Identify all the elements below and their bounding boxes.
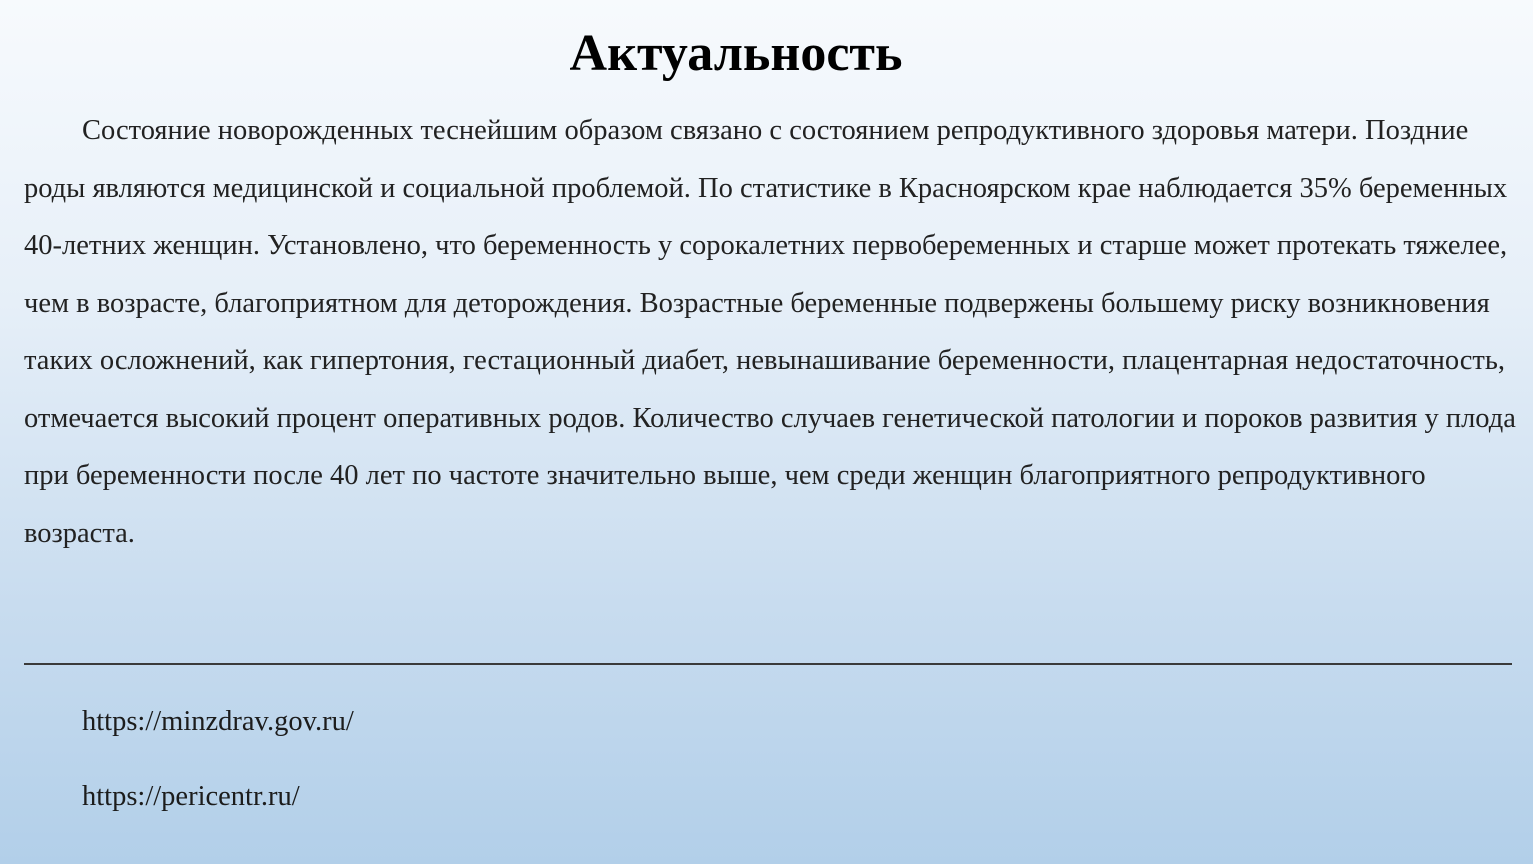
- slide-title: Актуальность: [569, 25, 903, 82]
- source-link-pericentr[interactable]: https://pericentr.ru/: [82, 781, 300, 812]
- main-paragraph: Состояние новорожденных теснейшим образом связано с состоянием репродуктивного здоровья матери. Поздние роды являются медицинской и социальной проблемой. По статистике в Красноярском крае наблюдается 35% беременных 40-летних женщин. Установлено, что беременность у сорокалетних первобеременных и старше может протекать тяжелее, чем в возрасте, благоприятном для деторождения. Возрастные беременные подвержены большему риску возникновения таких осложнений, как гипертония, гестационный диабет, невынашивание беременности, плацентарная недостаточность, отмечается высокий процент оперативных родов. Количество случаев генетической патологии и пороков развития у плода при беременности после 40 лет по частоте значительно выше, чем среди женщин благоприятного репродуктивного возраста.: [24, 115, 1516, 549]
- source-link-minzdrav[interactable]: https://minzdrav.gov.ru/: [82, 706, 354, 737]
- divider-line: [24, 663, 1512, 665]
